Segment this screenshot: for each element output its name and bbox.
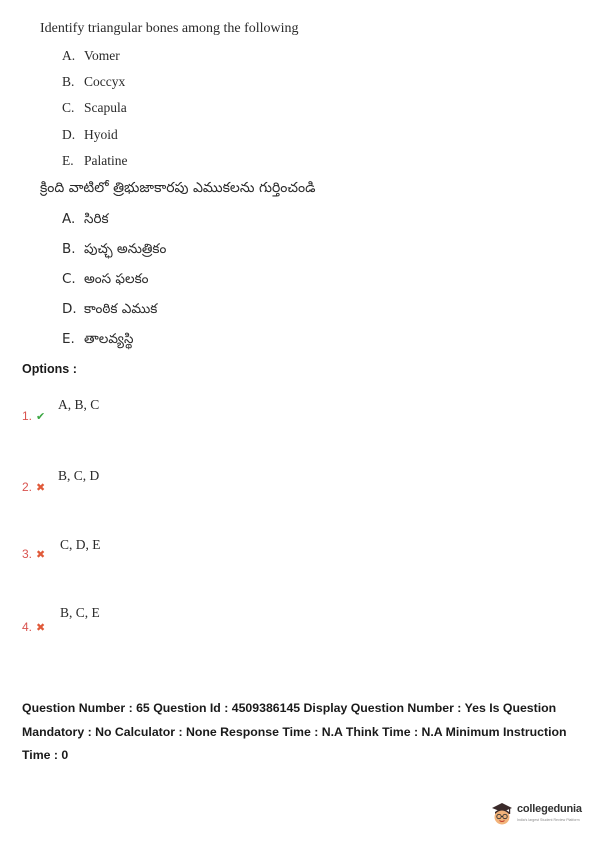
telugu-option-d	[62, 301, 157, 320]
answer-number-label: 3.	[22, 547, 33, 561]
question-text-english: Identify triangular bones among the following	[40, 21, 299, 36]
answer-3-text: C, D, E	[60, 537, 101, 552]
telugu-option-b	[62, 241, 166, 260]
option-letter: E.	[62, 153, 74, 168]
question-meta: Question Number : 65 Question Id : 4509386145 Display Question Number : Yes Is Question Mandatory : No Calculator : None Response Time : N.A Think Time : N.A Minimum Instruction Time : 0	[22, 701, 567, 762]
option-letter: C.	[62, 100, 75, 115]
graduate-face-icon	[490, 801, 514, 827]
check-icon: ✔	[36, 411, 46, 423]
telugu-option-e	[62, 331, 133, 350]
answer-2-number	[22, 480, 45, 494]
option-letter: D.	[62, 127, 76, 142]
english-option-c	[62, 100, 127, 116]
answer-4-number	[22, 620, 45, 634]
english-option-a	[62, 48, 120, 64]
option-letter: C.	[62, 271, 76, 287]
answer-number-label: 4.	[22, 620, 33, 634]
cross-icon: ✖	[36, 549, 46, 561]
english-option-b	[62, 74, 125, 90]
answer-1-number	[22, 409, 45, 423]
option-letter: B.	[62, 74, 75, 89]
option-letter: D.	[62, 301, 77, 317]
option-text: పుచ్ఛ అనుత్రికం	[84, 241, 167, 257]
collegedunia-logo	[485, 797, 585, 833]
option-text: Vomer	[84, 48, 120, 63]
option-text: తాలవ్యస్థి	[84, 331, 134, 347]
option-text: Scapula	[84, 100, 127, 115]
option-text: Hyoid	[84, 127, 118, 142]
option-text: కాంఠిక ఎముక	[84, 301, 158, 317]
question-text-telugu: క్రింది వాటిలో త్రిభుజాకారపు ఎముకలను గుర్తించండి	[40, 180, 316, 196]
logo-name: collegedunia	[517, 803, 582, 815]
answer-1-text: A, B, C	[58, 397, 100, 412]
option-text: అంస ఫలకం	[84, 271, 149, 287]
answer-3-number	[22, 547, 45, 561]
telugu-option-a	[62, 211, 109, 230]
answer-number-label: 2.	[22, 480, 33, 494]
option-text: Coccyx	[84, 74, 126, 89]
option-letter: A.	[62, 48, 76, 63]
english-option-e	[62, 153, 128, 169]
option-letter: A.	[62, 211, 76, 227]
english-option-d	[62, 127, 118, 143]
cross-icon: ✖	[36, 482, 46, 494]
answer-number-label: 1.	[22, 409, 33, 423]
answer-4-text: B, C, E	[60, 605, 100, 620]
options-heading: Options :	[22, 362, 77, 376]
option-text: Palatine	[84, 153, 128, 168]
logo-tagline: India's largest Student Review Platform	[517, 818, 580, 822]
telugu-option-c	[62, 271, 148, 290]
option-letter: E.	[62, 331, 75, 347]
option-text: సిరిక	[84, 211, 109, 227]
cross-icon: ✖	[36, 622, 46, 634]
option-letter: B.	[62, 241, 76, 257]
answer-2-text: B, C, D	[58, 468, 100, 483]
